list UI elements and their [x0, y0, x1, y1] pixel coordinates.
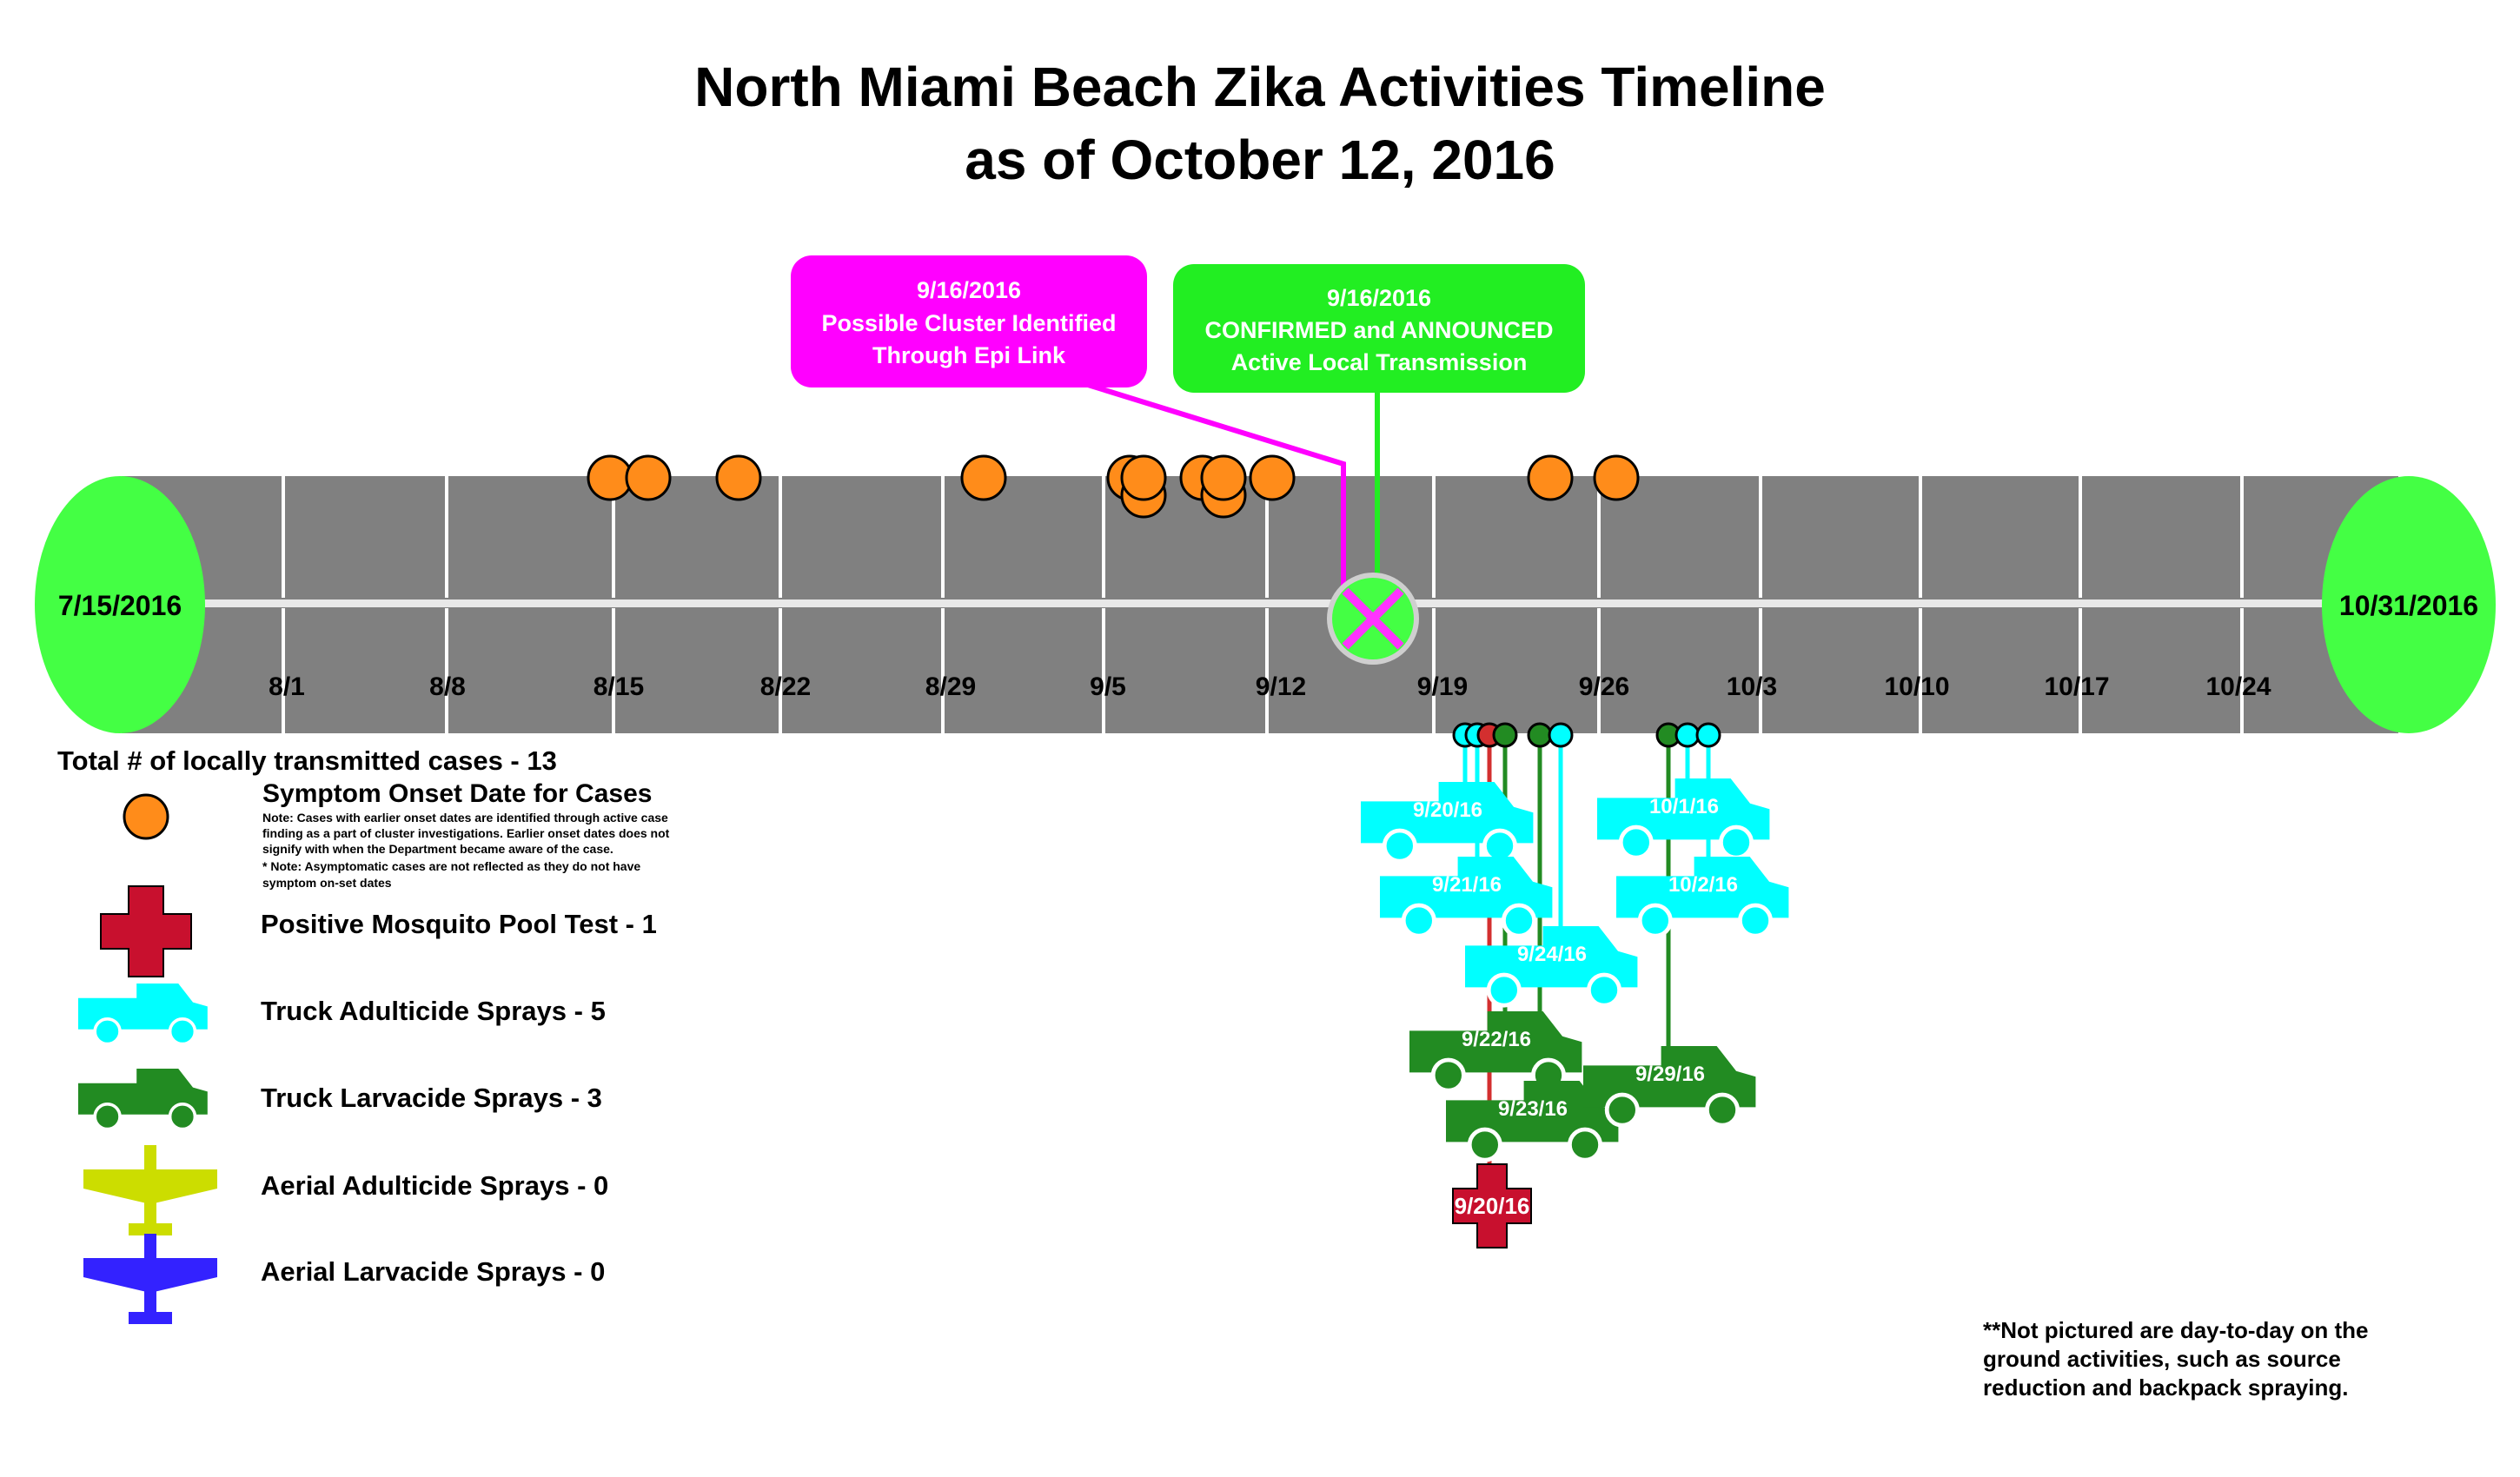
legend-truck-larvacide: Truck Larvacide Sprays - 3 — [261, 1083, 602, 1113]
truck-wheel — [1503, 905, 1534, 936]
green-callout — [1173, 264, 1585, 393]
timeline-start-label: 7/15/2016 — [57, 590, 182, 621]
truck-event-label: 9/23/16 — [1497, 1097, 1568, 1121]
truck-wheel — [1484, 831, 1515, 861]
case-marker — [717, 456, 760, 500]
legend-truck-adulticide-icon — [78, 984, 208, 1044]
truck-wheel — [1640, 905, 1670, 936]
truck-wheel — [1588, 975, 1619, 1005]
tick-label: 9/26 — [1578, 672, 1630, 701]
legend-truck-adulticide: Truck Adulticide Sprays - 5 — [261, 996, 606, 1026]
tick-label: 9/19 — [1416, 672, 1469, 701]
footnote-line: ground activities, such as source — [1983, 1346, 2341, 1372]
tick-label: 10/24 — [2205, 672, 2271, 701]
tick-label: 8/8 — [429, 672, 466, 701]
legend-note: * Note: Asymptomatic cases are not reflected as they do not have — [262, 859, 641, 873]
legend-red-cross-icon — [101, 886, 191, 977]
event-dot — [1529, 724, 1551, 746]
truck-event-label: 9/22/16 — [1461, 1028, 1532, 1051]
pink-callout-date: 9/16/2016 — [916, 277, 1022, 303]
tick-label: 8/29 — [925, 672, 977, 701]
legend-aerial-larvacide: Aerial Larvacide Sprays - 0 — [261, 1256, 606, 1287]
truck-event-label: 10/1/16 — [1648, 795, 1720, 818]
legend-case-icon — [124, 795, 168, 838]
title-line1: North Miami Beach Zika Activities Timeline — [694, 56, 1826, 118]
truck-wheel — [1740, 905, 1770, 936]
pink-callout-line1: Possible Cluster Identified — [821, 310, 1117, 336]
case-marker — [962, 456, 1005, 500]
footnote — [1983, 1317, 2369, 1401]
pink-callout-line2: Through Epi Link — [872, 342, 1065, 368]
timeline-end-label: 10/31/2016 — [2338, 590, 2479, 621]
truck-wheel — [1433, 1060, 1463, 1090]
truck-wheel — [1707, 1095, 1737, 1125]
event-dot — [1676, 724, 1699, 746]
tick-label: 8/1 — [269, 672, 305, 701]
event-dot — [1549, 724, 1572, 746]
green-callout-date: 9/16/2016 — [1326, 285, 1432, 311]
event-dot — [1494, 724, 1516, 746]
pink-callout — [791, 255, 1147, 387]
legend-plane-blue-icon — [83, 1234, 217, 1324]
case-marker — [1529, 456, 1572, 500]
legend-note: symptom on-set dates — [262, 876, 392, 890]
footnote-line: **Not pictured are day-to-day on the — [1983, 1317, 2369, 1343]
truck-wheel — [1469, 1129, 1500, 1160]
mosquito-pool-event — [1453, 1164, 1531, 1248]
case-marker — [1122, 456, 1165, 500]
legend-note: finding as a part of cluster investigations. Earlier onset dates does not — [262, 826, 670, 840]
truck-wheel — [1384, 831, 1415, 861]
title-line2: as of October 12, 2016 — [965, 129, 1555, 191]
case-marker — [1595, 456, 1638, 500]
tick-label: 10/17 — [2044, 672, 2110, 701]
truck-event-label: 9/21/16 — [1431, 873, 1502, 897]
case-marker — [1202, 456, 1245, 500]
truck-event-label: 9/24/16 — [1516, 943, 1588, 966]
legend-truck-larvacide-icon — [78, 1069, 208, 1129]
event-dot — [1697, 724, 1720, 746]
truck-event-label: 9/20/16 — [1412, 798, 1483, 822]
legend-note: Note: Cases with earlier onset dates are identified through active case — [262, 811, 668, 825]
legend — [57, 745, 670, 1324]
legend-plane-yellow-icon — [83, 1145, 217, 1235]
tick-label: 10/10 — [1884, 672, 1950, 701]
green-callout-line1: CONFIRMED and ANNOUNCED — [1204, 317, 1554, 343]
truck-wheel — [1403, 905, 1434, 936]
truck-wheel — [1569, 1129, 1600, 1160]
legend-note: signify with when the Department became aware of the case. — [262, 842, 613, 856]
cluster-marker — [1330, 575, 1416, 662]
tick-label: 8/22 — [759, 672, 812, 701]
case-marker — [1250, 456, 1294, 500]
footnote-line: reduction and backpack spraying. — [1983, 1374, 2349, 1401]
truck-wheel — [1607, 1095, 1637, 1125]
legend-symptom-onset: Symptom Onset Date for Cases — [262, 779, 653, 808]
tick-label: 8/15 — [593, 672, 645, 701]
truck-event-label: 9/29/16 — [1635, 1063, 1706, 1086]
legend-mosquito-pool: Positive Mosquito Pool Test - 1 — [261, 909, 657, 939]
truck-event-label: 10/2/16 — [1668, 873, 1739, 897]
tick-label: 9/5 — [1090, 672, 1126, 701]
event-trucks — [1361, 778, 1788, 1160]
tick-label: 9/12 — [1255, 672, 1307, 701]
truck-wheel — [1721, 827, 1751, 858]
timeline-midline — [122, 599, 2398, 607]
green-callout-line2: Active Local Transmission — [1230, 349, 1528, 375]
truck-wheel — [1489, 975, 1519, 1005]
case-marker — [627, 456, 670, 500]
legend-aerial-adulticide: Aerial Adulticide Sprays - 0 — [261, 1170, 609, 1201]
truck-wheel — [1621, 827, 1651, 858]
tick-label: 10/3 — [1726, 672, 1778, 701]
legend-total-cases: Total # of locally transmitted cases - 13 — [57, 745, 557, 776]
mosquito-pool-event-label: 9/20/16 — [1454, 1193, 1530, 1219]
